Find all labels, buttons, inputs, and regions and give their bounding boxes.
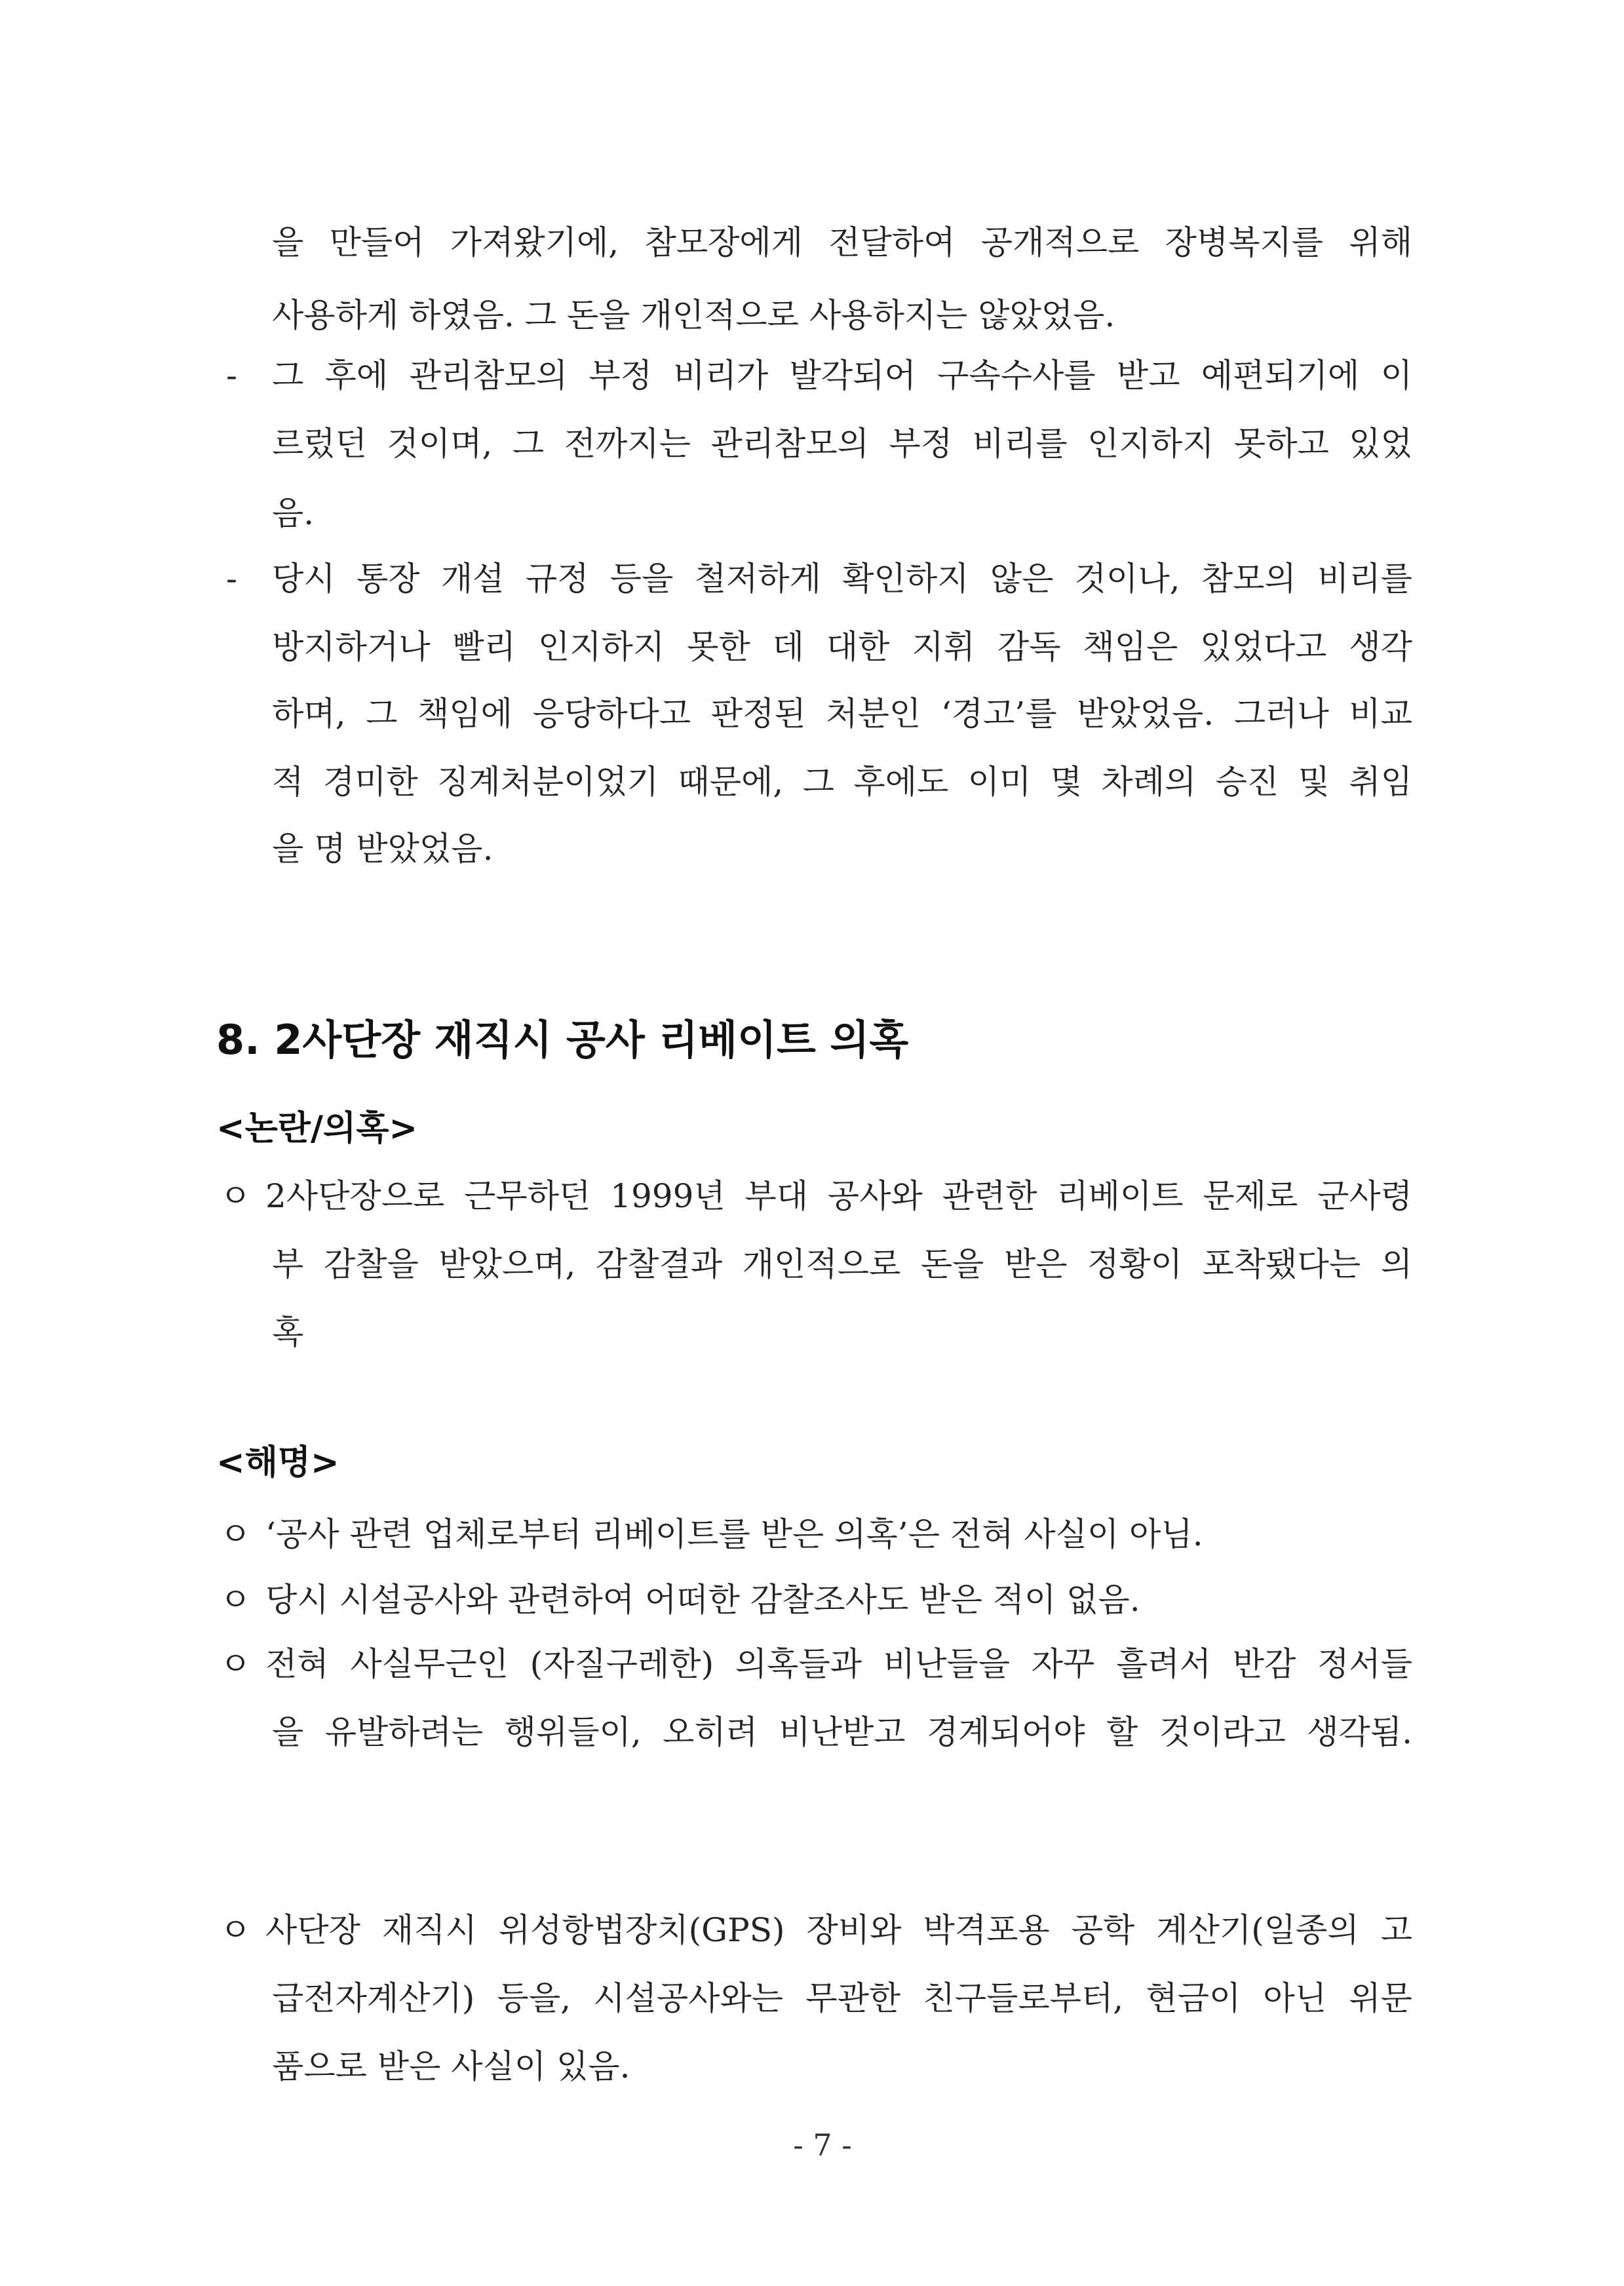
section-title: 8. 2사단장 재직시 공사 리베이트 의혹 [216,1016,909,1064]
dash-marker: - [226,560,237,598]
circle-bullet-marker: ㅇ [220,1177,252,1215]
circle-bullet-marker: ㅇ [220,1515,252,1553]
text-line: 을 유발하려는 행위들이, 오히려 비난받고 경계되어야 할 것이라고 생각됨. [272,1713,1412,1751]
explanation-heading: <해명> [216,1443,339,1482]
text-line: 사단장 재직시 위성항법장치(GPS) 장비와 박격포용 공학 계산기(일종의 고 [265,1911,1412,1949]
text-line: 급전자계산기) 등을, 시설공사와는 무관한 친구들로부터, 현금이 아닌 위문 [272,1979,1412,2017]
text-line: 방지하거나 빨리 인지하지 못한 데 대한 지휘 감독 책임은 있었다고 생각 [272,628,1412,666]
text-line: 르렀던 것이며, 그 전까지는 관리참모의 부정 비리를 인지하지 못하고 있었 [272,425,1412,463]
text-line: 음. [272,494,315,532]
circle-bullet-marker: ㅇ [220,1581,252,1619]
dash-marker: - [226,357,237,395]
text-line: 부 감찰을 받았으며, 감찰결과 개인적으로 돈을 받은 정황이 포착됐다는 의 [272,1245,1412,1283]
text-line: 품으로 받은 사실이 있음. [272,2047,630,2085]
text-line: 당시 시설공사와 관련하여 어떠한 감찰조사도 받은 적이 없음. [265,1581,1140,1619]
text-line: 그 후에 관리참모의 부정 비리가 발각되어 구속수사를 받고 예편되기에 이 [272,357,1412,395]
text-line: ‘공사 관련 업체로부터 리베이트를 받은 의혹’은 전혀 사실이 아님. [265,1515,1203,1553]
allegation-heading: <논란/의혹> [216,1109,418,1148]
text-line: 사용하게 하였음. 그 돈을 개인적으로 사용하지는 않았었음. [272,296,1115,334]
text-line: 하며, 그 책임에 응당하다고 판정된 처분인 ‘경고’를 받았었음. 그러나 비교 [272,695,1412,733]
text-line: 2사단장으로 근무하던 1999년 부대 공사와 관련한 리베이트 문제로 군사령 [265,1177,1412,1215]
text-line: 당시 통장 개설 규정 등을 철저하게 확인하지 않은 것이나, 참모의 비리를 [272,560,1412,598]
text-line: 혹 [272,1313,304,1351]
circle-bullet-marker: ㅇ [220,1911,252,1949]
text-line: 적 경미한 징계처분이었기 때문에, 그 후에도 이미 몇 차례의 승진 및 취임 [272,763,1412,801]
text-line: 을 명 받았었음. [272,830,493,868]
page-number: - 7 - [793,2127,852,2163]
text-line: 을 만들어 가져왔기에, 참모장에게 전달하여 공개적으로 장병복지를 위해 [272,223,1412,262]
text-line: 전혀 사실무근인 (자질구레한) 의혹들과 비난들을 자꾸 흘려서 반감 정서들 [265,1645,1412,1683]
circle-bullet-marker: ㅇ [220,1645,252,1683]
